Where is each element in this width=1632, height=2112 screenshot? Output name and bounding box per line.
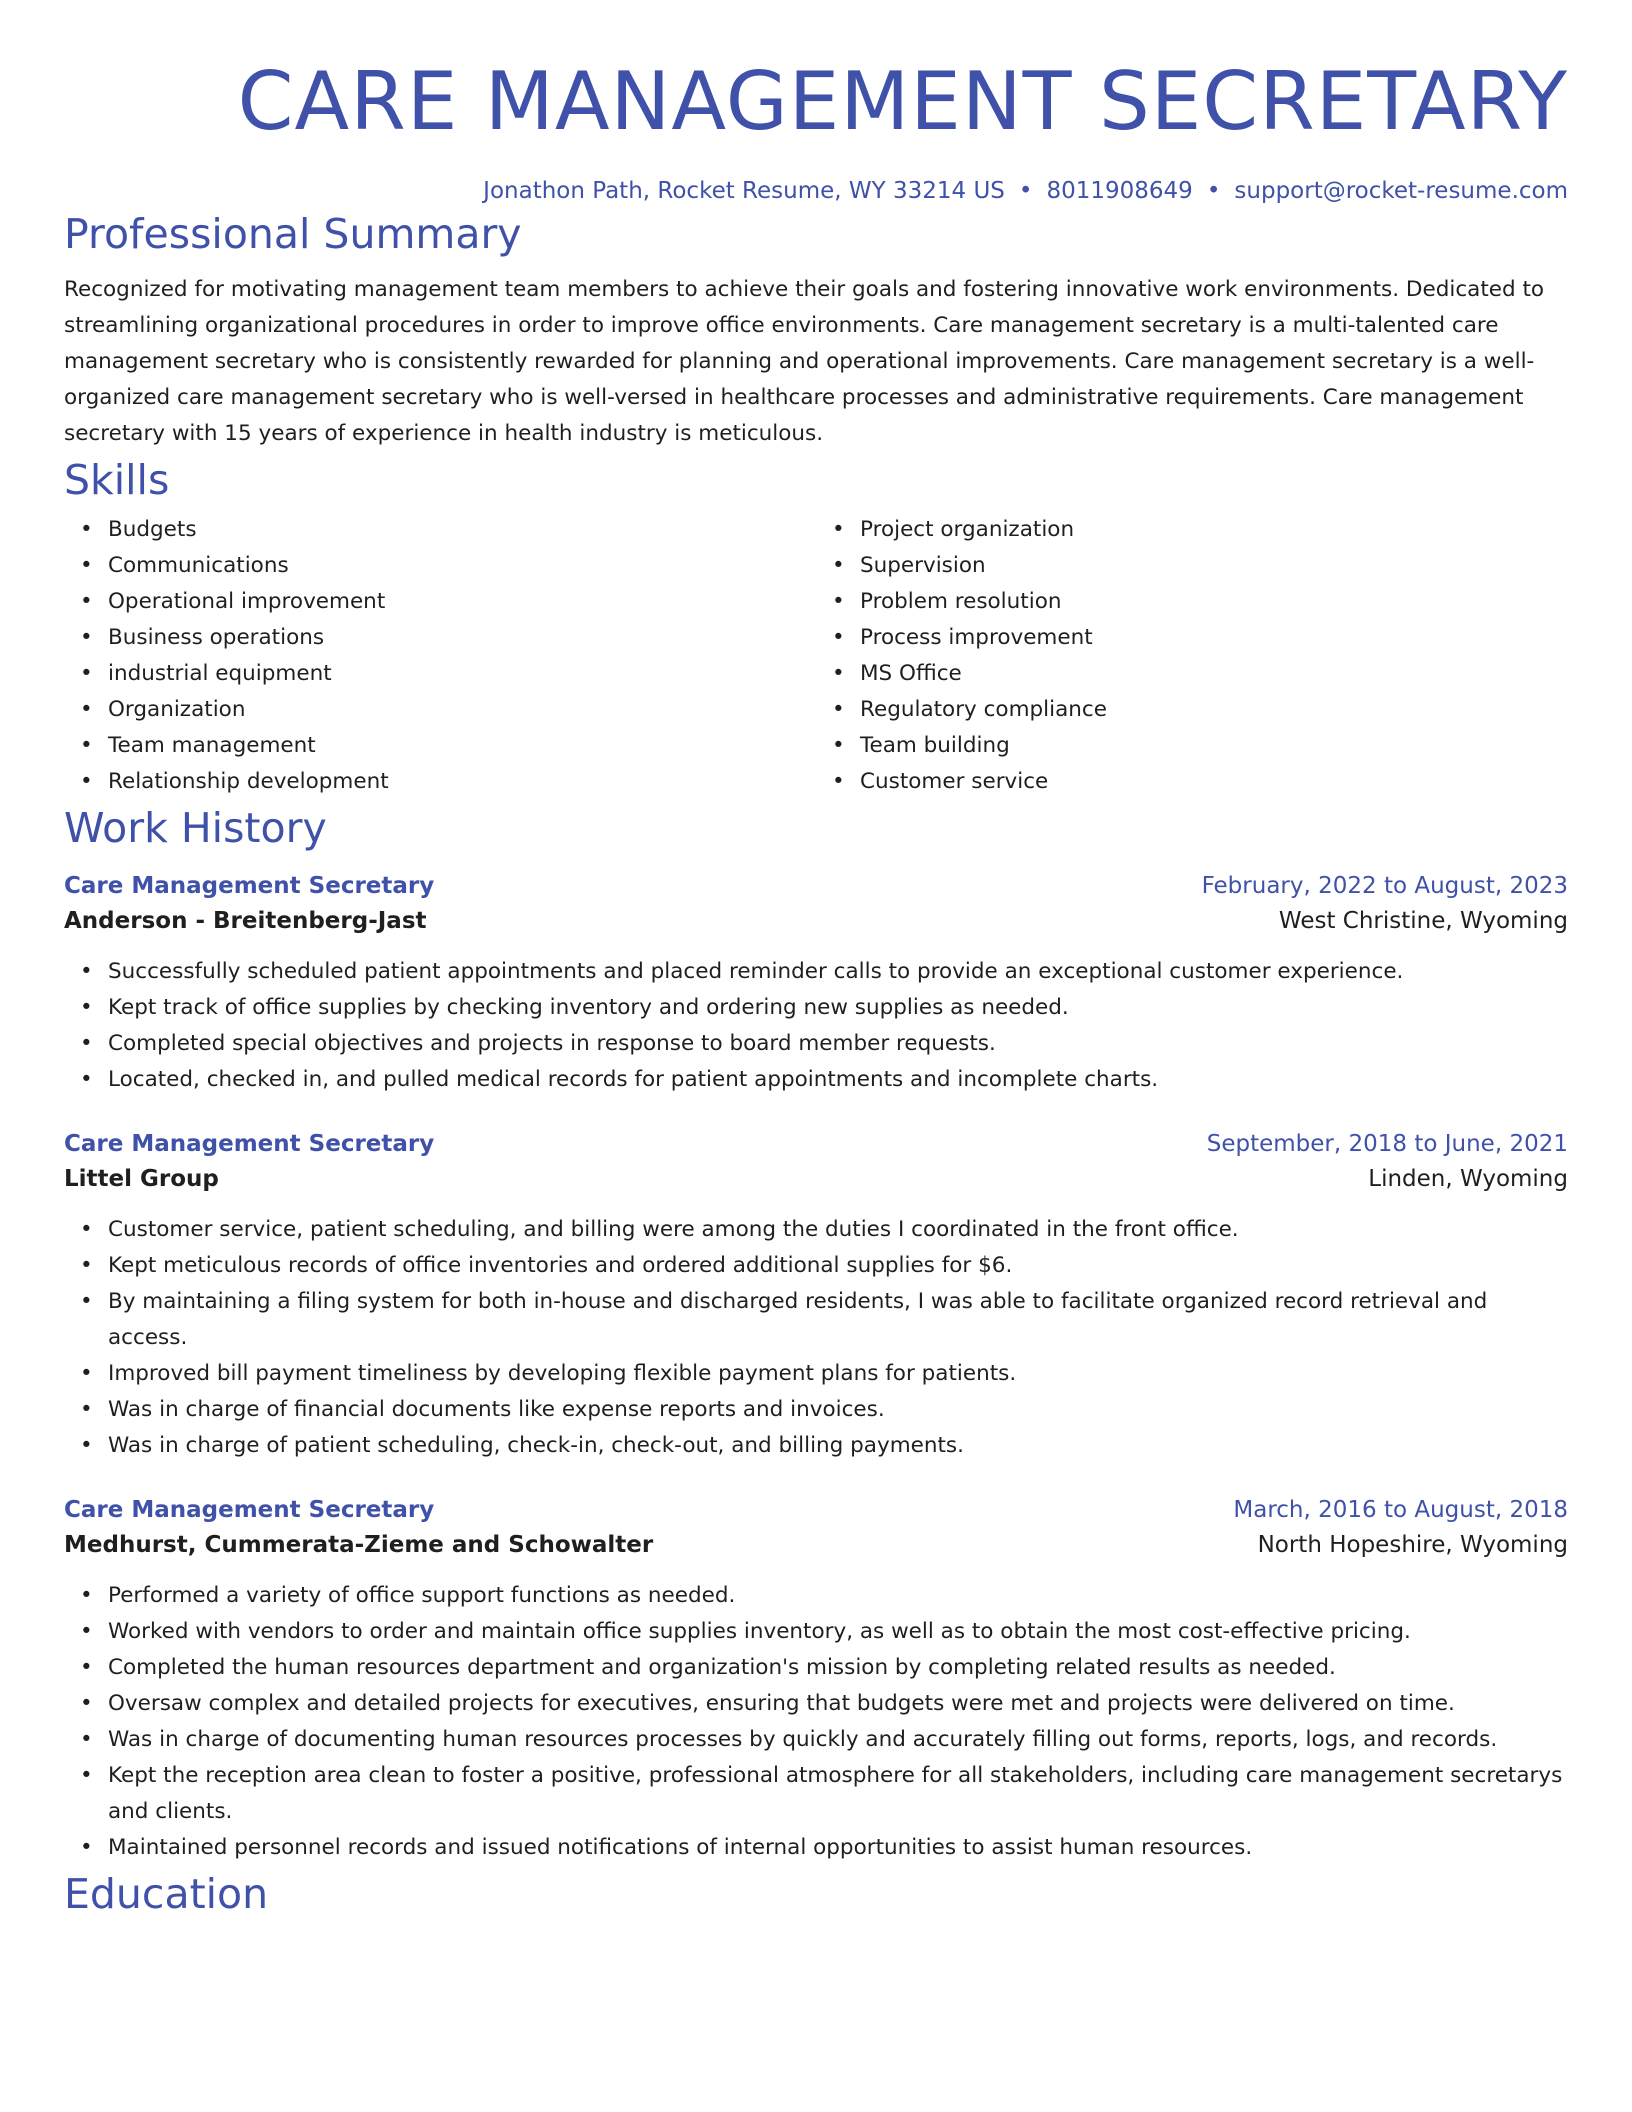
summary-text: Recognized for motivating management team members to achieve their goals and fostering innovative work environments. Dedicated to streamlining organizational procedures in order to improve office environments. Care management secretary is a multi-talented care management secretary who is consistently rewarded for planning and operational improvements. Care management secretary is a well-organized care management secretary who is well-versed in healthcare processes and administrative requirements. Care management secretary with 15 years of experience in health industry is meticulous. [64,277,1545,446]
job-bullet: • Was in charge of financial documents like expense reports and invoices. [108,1392,1568,1428]
skill-item: • Budgets [108,512,816,548]
job-bullet: • Performed a variety of office support functions as needed. [108,1578,1568,1614]
skills-list [64,512,1568,800]
job-entry [64,870,1568,1098]
job-bullet: • Kept meticulous records of office inventories and ordered additional supplies for $6. [108,1248,1568,1284]
skill-item: • Customer service [860,764,1568,800]
job-bullets [64,1212,1568,1464]
skill-item: • industrial equipment [108,656,816,692]
job-bullet: • By maintaining a filing system for both in-house and discharged residents, I was able to facilitate organized record retrieval and access. [108,1284,1568,1356]
skill-item: • Organization [108,692,816,728]
job-bullet: • Maintained personnel records and issued notifications of internal opportunities to assist human resources. [108,1830,1568,1866]
job-bullet: • Located, checked in, and pulled medical records for patient appointments and incomplete charts. [108,1062,1568,1098]
job-dates: March, 2016 to August, 2018 [1233,1497,1568,1523]
job-bullet: • Successfully scheduled patient appointments and placed reminder calls to provide an exceptional customer experience. [108,954,1568,990]
contact-address: Jonathon Path, Rocket Resume, WY 33214 US [483,178,1005,204]
job-bullet: • Customer service, patient scheduling, and billing were among the duties I coordinated in the front office. [108,1212,1568,1248]
job-company: Medhurst, Cummerata-Zieme and Schowalter [64,1532,654,1558]
job-location: West Christine, Wyoming [1278,908,1568,934]
skill-item: • MS Office [860,656,1568,692]
contact-separator: • [1206,178,1221,204]
job-bullet: • Improved bill payment timeliness by developing flexible payment plans for patients. [108,1356,1568,1392]
education-heading: Education [64,1870,269,1918]
job-bullet: • Was in charge of documenting human resources processes by quickly and accurately filling out forms, reports, logs, and records. [108,1722,1568,1758]
job-title: Care Management Secretary [64,1131,435,1157]
job-bullets [64,1578,1568,1866]
contact-email: support@rocket-resume.com [1234,178,1568,204]
job-bullet: • Was in charge of patient scheduling, check-in, check-out, and billing payments. [108,1428,1568,1464]
skill-item: • Regulatory compliance [860,692,1568,728]
job-location: North Hopeshire, Wyoming [1257,1532,1568,1558]
job-bullet: • Completed special objectives and projects in response to board member requests. [108,1026,1568,1062]
job-bullet: • Oversaw complex and detailed projects for executives, ensuring that budgets were met and projects were delivered on time. [108,1686,1568,1722]
job-company: Anderson - Breitenberg-Jast [64,908,427,934]
job-bullet: • Kept track of office supplies by checking inventory and ordering new supplies as needed. [108,990,1568,1026]
resume-title: CARE MANAGEMENT SECRETARY [237,55,1568,148]
skills-heading: Skills [64,456,170,504]
skill-item: • Process improvement [860,620,1568,656]
job-company: Littel Group [64,1166,219,1192]
skills-column-right [816,512,1568,800]
skill-item: • Business operations [108,620,816,656]
contact-phone: 8011908649 [1046,178,1193,204]
job-entry [64,1494,1568,1866]
skills-column-left [64,512,816,800]
job-bullet: • Worked with vendors to order and maintain office supplies inventory, as well as to obtain the most cost-effective pricing. [108,1614,1568,1650]
skill-item: • Operational improvement [108,584,816,620]
job-dates: September, 2018 to June, 2021 [1206,1131,1568,1157]
skill-item: • Team building [860,728,1568,764]
job-bullets [64,954,1568,1098]
skill-item: • Supervision [860,548,1568,584]
work-history-heading: Work History [64,804,327,852]
skill-item: • Relationship development [108,764,816,800]
job-dates: February, 2022 to August, 2023 [1201,873,1568,899]
skill-item: • Project organization [860,512,1568,548]
contact-separator: • [1018,178,1033,204]
summary-heading: Professional Summary [64,210,522,258]
skill-item: • Team management [108,728,816,764]
contact-line [64,176,1568,206]
job-bullet: • Completed the human resources department and organization's mission by completing related results as needed. [108,1650,1568,1686]
skill-item: • Problem resolution [860,584,1568,620]
job-entry [64,1128,1568,1464]
job-title: Care Management Secretary [64,873,435,899]
job-bullet: • Kept the reception area clean to foster a positive, professional atmosphere for all stakeholders, including care management secretarys and clients. [108,1758,1568,1830]
skill-item: • Communications [108,548,816,584]
job-title: Care Management Secretary [64,1497,435,1523]
job-location: Linden, Wyoming [1368,1166,1568,1192]
